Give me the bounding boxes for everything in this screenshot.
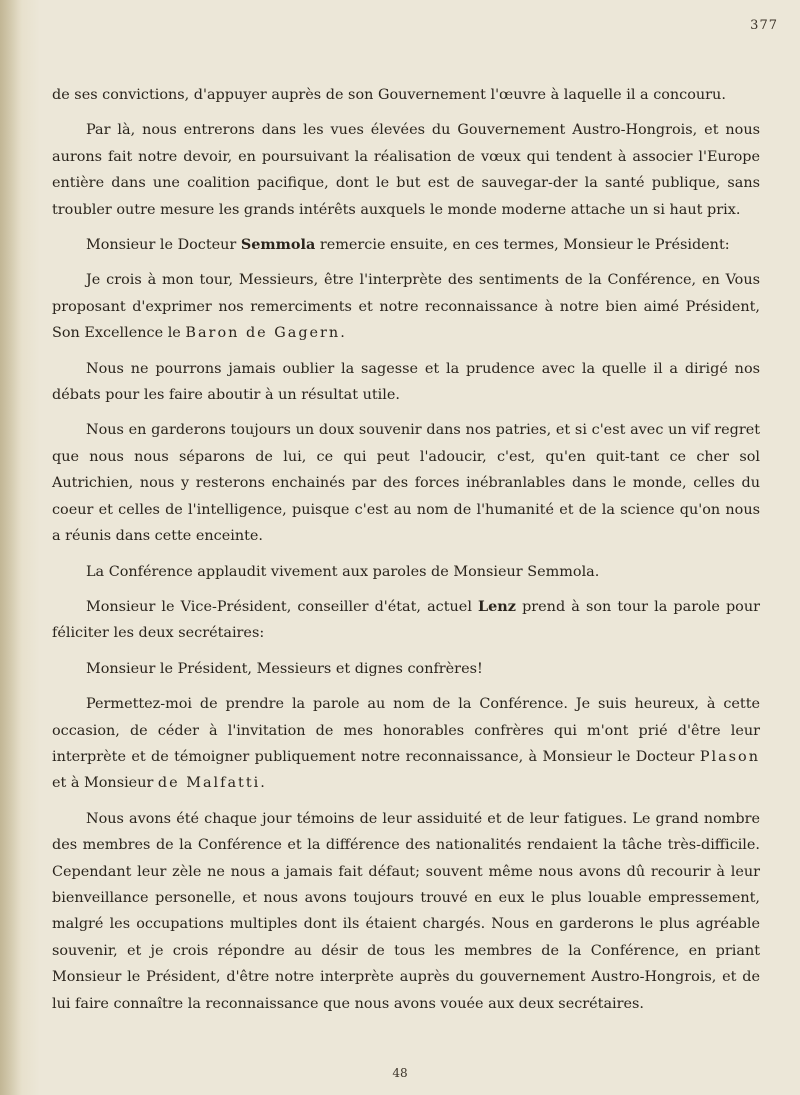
- paragraph-10-start: Permettez-moi de prendre la parole au nom de la Conférence. Je suis heureux, à cette occasion, de céder à l'invitation de mes honorables confrères qui m'ont prié d'être leur interprète et de témoigner publiquement notre reconnaissance, à Monsieur le Docteur: [52, 696, 760, 765]
- name-plason: Plason: [699, 748, 760, 765]
- speaker-name-semmola: Semmola: [240, 236, 316, 254]
- speaker-name-lenz: Lenz: [478, 597, 516, 615]
- paragraph-9: Monsieur le Président, Messieurs et dignes confrères!: [86, 660, 483, 677]
- paragraph-10-end: .: [260, 775, 265, 792]
- paragraph-10-middle: et à Monsieur: [52, 775, 158, 792]
- paragraph-3-end: remercie ensuite, en ces termes, Monsieur le Président:: [315, 237, 730, 254]
- paragraph-8-end: prend à son tour la parole pour féliciter les deux secrétaires:: [52, 598, 760, 642]
- paragraph-5: Nous ne pourrons jamais oublier la sagesse et la prudence avec la quelle il a dirigé nos débats pour les faire aboutir à un résultat utile.: [52, 360, 760, 404]
- paragraph-4-end: .: [340, 325, 345, 342]
- name-de-malfatti: de Malfatti: [157, 775, 261, 792]
- paragraph-10: [52, 691, 760, 797]
- paragraph-2: Par là, nous entrerons dans les vues élevées du Gouvernement Austro-Hongrois, et nous aurons fait notre devoir, en poursuivant la réalisation de vœux qui tendent à associer l'Europe entière dans une coalition pacifique, dont le but est de sauvegar-der la santé publique, sans troubler outre mesure les grands intérêts auxquels le monde moderne attache un si haut prix.: [52, 122, 760, 218]
- paragraph-6: Nous en garderons toujours un doux souvenir dans nos patries, et si c'est avec un vif regret que nous nous séparons de lui, ce qui peut l'adoucir, c'est, qu'en quit-tant ce cher sol Autrichien, nous y resterons enchainés par des forces inébranlables dans le monde, celles du coeur et celles de l'intelligence, puisque c'est au nom de l'humanité et de la science qu'on nous a réunis dans cette enceinte.: [52, 422, 760, 545]
- paragraph-8: [52, 594, 760, 647]
- paragraph-3-start: Monsieur le Docteur: [86, 237, 241, 254]
- paragraph-3: [52, 232, 760, 258]
- paragraph-1: de ses convictions, d'appuyer auprès de son Gouvernement l'œuvre à laquelle il a concouru.: [52, 87, 726, 103]
- paragraph-8-start: Monsieur le Vice-Président, conseiller d'état, actuel: [86, 598, 479, 615]
- name-baron-de-gagern: Baron de Gagern: [185, 325, 341, 342]
- paragraph-11: Nous avons été chaque jour témoins de leur assiduité et de leur fatigues. Le grand nombre des membres de la Conférence et la différence des nationalités rendaient la tâche très-difficile. Cependant leur zèle ne nous a jamais fait défaut; souvent même nous avons dû recourir à leur bienveillance personelle, et nous avons toujours trouvé en eux le plus louable empressement, malgré les occupations multiples dont ils étaient chargés. Nous en garderons le plus agréable souvenir, et je crois répondre au désir de tous les membres de la Conférence, en priant Monsieur le Président, d'être notre interprète auprès du gouvernement Austro-Hongrois, et de lui faire connaître la reconnaissance que nous avons vouée aux deux secrétaires.: [52, 810, 760, 1012]
- page-number: 377: [750, 18, 778, 33]
- page-body: [52, 82, 760, 1026]
- paragraph-7: La Conférence applaudit vivement aux paroles de Monsieur Semmola.: [86, 563, 600, 580]
- signature-mark: 48: [392, 1066, 408, 1080]
- page-edge-shadow: [0, 0, 22, 1095]
- paragraph-4: [52, 267, 760, 346]
- paragraph-4-start: Je crois à mon tour, Messieurs, être l'interprète des sentiments de la Conférence, en Vous proposant d'exprimer nos remerciments et notre reconnaissance à notre bien aimé Président, Son Excellence le: [52, 272, 760, 342]
